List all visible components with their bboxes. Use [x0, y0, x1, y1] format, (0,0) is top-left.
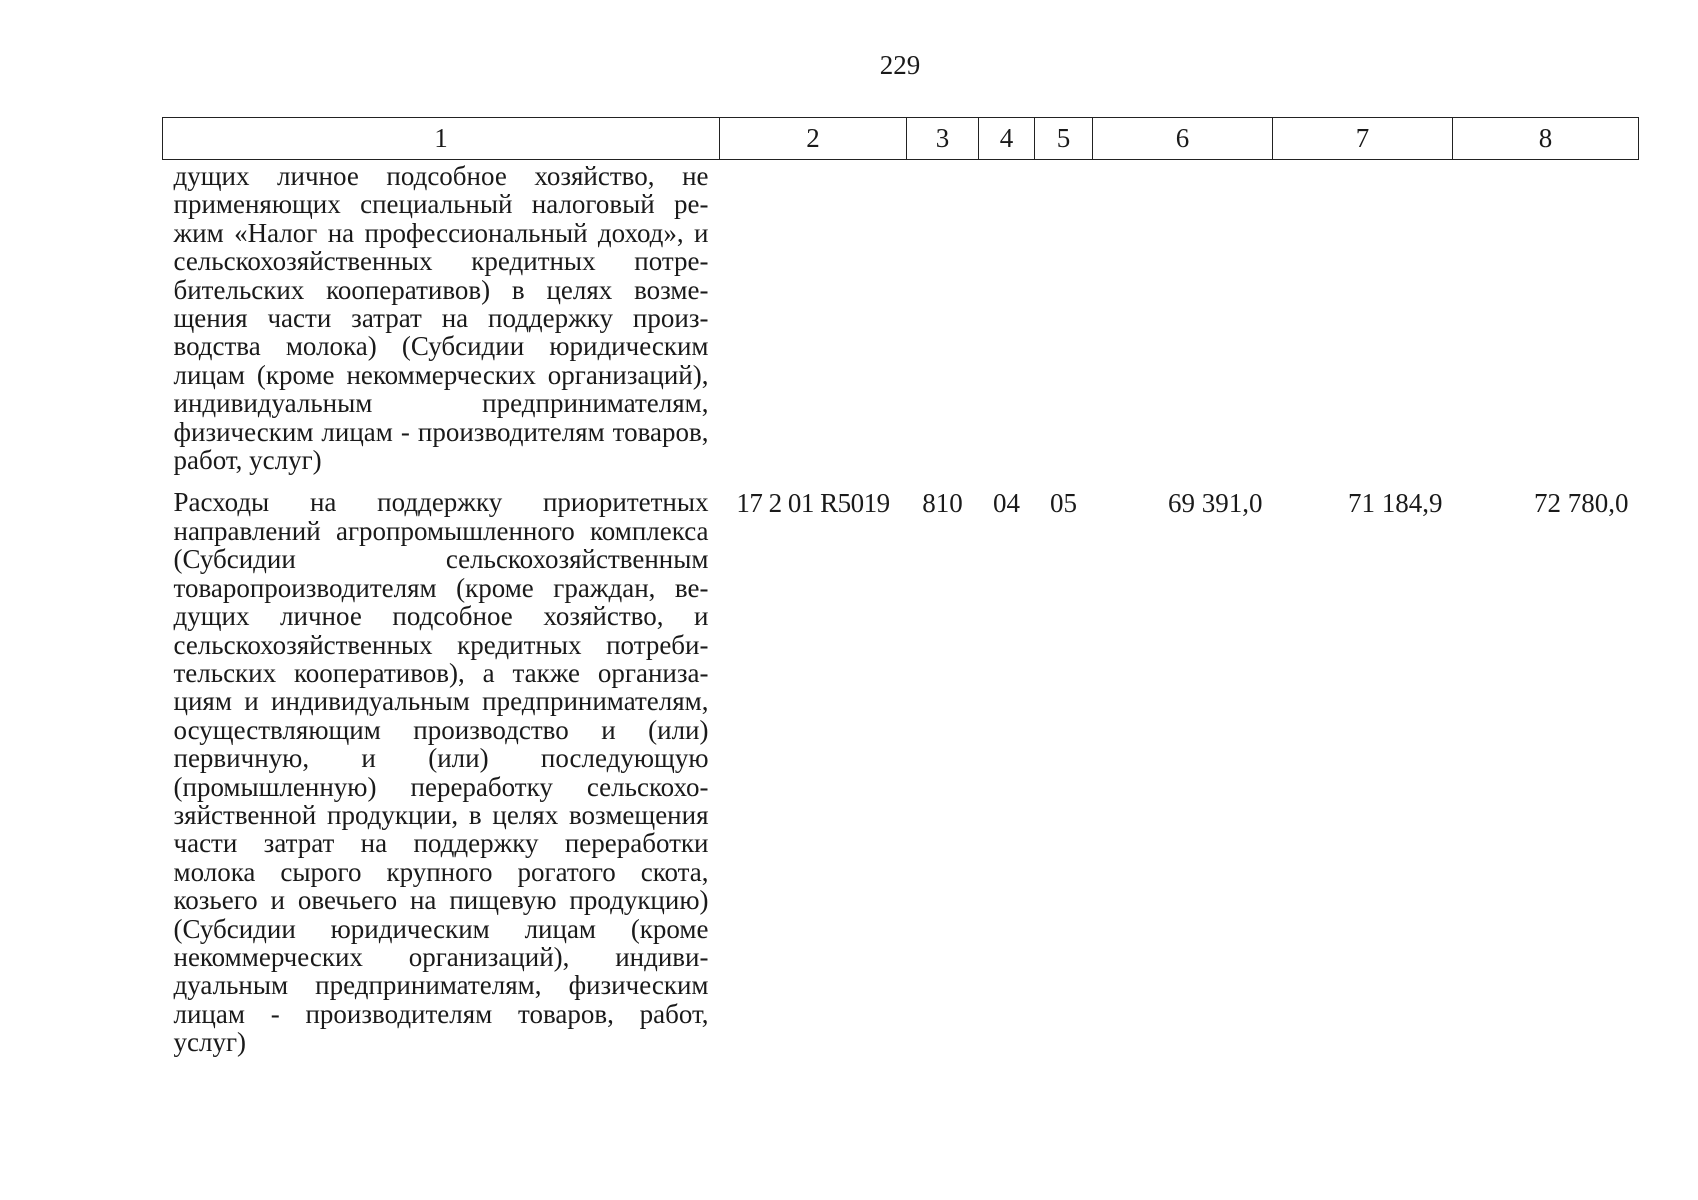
table-header-row	[163, 118, 1639, 160]
row-amount-col8: 72 780,0	[1534, 488, 1629, 519]
row-section	[979, 160, 1035, 475]
column-header-5: 5	[1035, 118, 1093, 160]
row-subsection: 05	[1050, 488, 1077, 519]
row-section: 04	[993, 488, 1020, 519]
row-description: дущих личное подсобное хозяйство, не применяющих специальный налоговый режим «Налог на профессиональный доход», и сельскохозяйственных кредитных потребительских кооперативов) в целях возмещения части затрат на поддержку производства молока) (Субсидии юридическим лицам (кроме некоммерческих организаций), индивидуальным предпринимателям, физическим лицам - производителям товаров, работ, услуг)	[173, 161, 709, 476]
column-header-8: 8	[1453, 118, 1639, 160]
column-header-2: 2	[720, 118, 907, 160]
column-header-1: 1	[163, 118, 720, 160]
row-expense-type	[907, 160, 979, 475]
row-target-code	[720, 160, 907, 475]
row-amount-col8	[1453, 160, 1639, 475]
row-subsection	[1035, 160, 1093, 475]
table-row	[163, 474, 1639, 1056]
row-amount-col7	[1273, 160, 1453, 475]
budget-table	[162, 117, 1638, 1057]
row-target-code: 17 2 01 R5019	[736, 488, 890, 519]
column-header-3: 3	[907, 118, 979, 160]
row-amount-col6	[1093, 160, 1273, 475]
column-header-4: 4	[979, 118, 1035, 160]
page-number: 229	[879, 50, 921, 80]
budget-table-grid	[162, 117, 1639, 1057]
row-amount-col7: 71 184,9	[1348, 488, 1443, 519]
column-header-6: 6	[1093, 118, 1273, 160]
row-amount-col6: 69 391,0	[1168, 488, 1263, 519]
column-header-7: 7	[1273, 118, 1453, 160]
row-expense-type: 810	[922, 488, 963, 519]
table-row	[163, 160, 1639, 475]
row-description: Расходы на поддержку приоритетных направлений агропромышленного комплекса (Субсидии сельскохозяйственным товаропроизводителям (кроме граждан, ведущих личное подсобное хозяйство, и сельскохозяйственных кредитных потребительских кооперативов), а также организациям и индивидуальным предпринимателям, осуществляющим производство и (или) первичную, и (или) последующую (промышленную) переработку сельскохозяйственной продукции, в целях возмещения части затрат на поддержку переработки молока сырого крупного рогатого скота, козьего и овечьего на пищевую продукцию) (Субсидии юридическим лицам (кроме некоммерческих организаций), индивидуальным предпринимателям, физическим лицам - производителям товаров, работ, услуг)	[173, 487, 709, 1058]
